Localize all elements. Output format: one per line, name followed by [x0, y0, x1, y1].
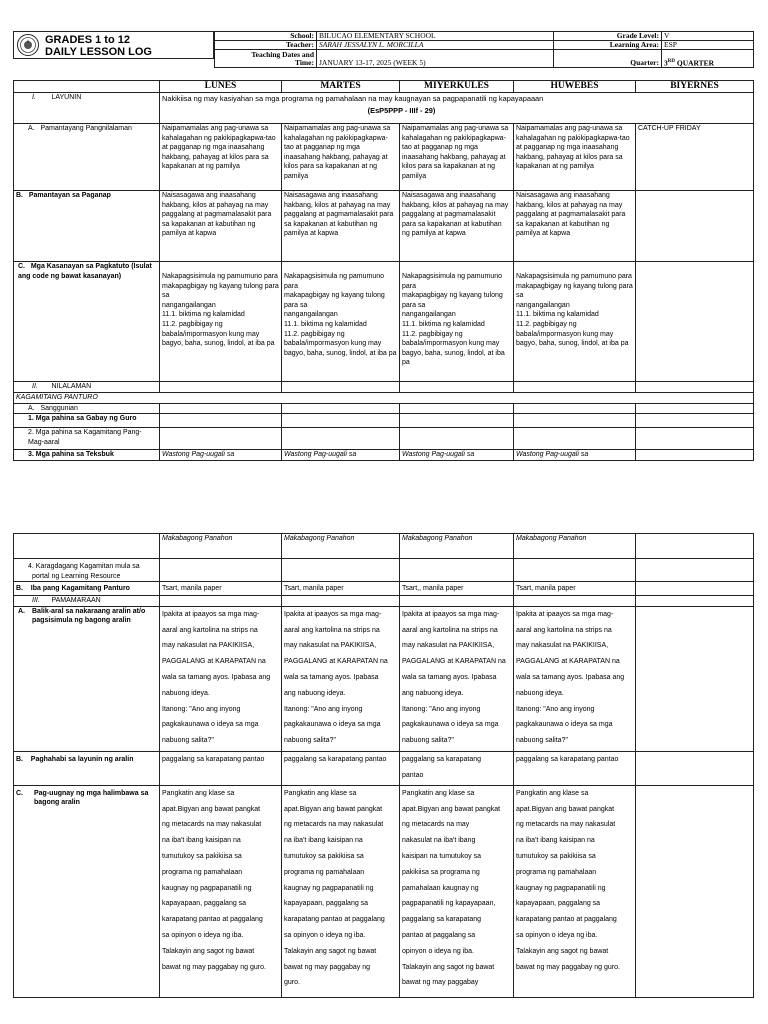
makabagong-miyerkules: Makabagong Panahon	[400, 534, 514, 559]
school-label: School:	[215, 32, 317, 41]
paganap-biyernes	[636, 191, 754, 262]
pag-uugnay-miyerkules: Pangkatin ang klase sa apat.Bigyan ang bawat pangkat ng metacards na may nakasulat na iba't ibang kaisipan na tumutukoy sa pakikiisa sa programa ng pamahalaan kaugnay ng pagpapanatili ng kapayapaan, paggalang sa karapatang pantao at paggalang sa opinyon o ideya ng iba. Talakayin ang sagot ng bawat bawat ng may paggabay	[400, 785, 514, 997]
makabagong-biyernes	[636, 534, 754, 559]
deped-seal-icon	[17, 34, 39, 56]
teacher-label: Teacher:	[215, 41, 317, 50]
grade-label: Grade Level:	[554, 32, 662, 41]
paghahabi-martes: paggalang sa karapatang pantao	[282, 751, 400, 785]
tsart-miyerkules: Tsart,, manila paper	[400, 582, 514, 596]
pam-biyernes	[636, 596, 754, 607]
area-value: ESP	[662, 41, 754, 50]
tsart-lunes: Tsart, manila paper	[160, 582, 282, 596]
header-info-table	[214, 31, 754, 68]
day-header-lunes: LUNES	[160, 81, 282, 93]
gabay-huwebes	[514, 414, 636, 428]
kasanayan-miyerkules: Nakapagsisimula ng pamumuno para makapagbigay ng kayang tulong para sa nangangailangan 11.1. biktima ng kalamidad 11.2. pagbibigay ng babala/impormasyon kung may bagyo, baha, sunog, lindol, at iba pa	[400, 262, 514, 382]
magaaral-lunes	[160, 428, 282, 450]
grade-value: V	[662, 32, 754, 41]
teksbuk-biyernes	[636, 450, 754, 461]
kasanayan-martes: Nakapagsisimula ng pamumuno para makapagbigay ng kayang tulong para sa nangangailangan 11.1. biktima ng kalamidad 11.2. pagbibigay ng babala/impormasyon kung may bagyo, baha, sunog, lindol, at iba pa	[282, 262, 400, 382]
magaaral-martes	[282, 428, 400, 450]
karagdagan-lunes	[160, 559, 282, 582]
gabay-biyernes	[636, 414, 754, 428]
sanggunian-huwebes	[514, 403, 636, 414]
dates-value: JANUARY 13-17, 2025 (WEEK 5)	[317, 50, 554, 68]
karagdagan-miyerkules	[400, 559, 514, 582]
pamantayang-pangnilalaman-label: A. Pamantayang Pangnilalaman	[14, 124, 160, 191]
karagdagang-kagamitan-label: 4. Karagdagang Kagamitan mula sa portal ng Learning Resource	[14, 559, 160, 582]
blank-corner	[14, 81, 160, 93]
day-header-biyernes: BIYERNES	[636, 81, 754, 93]
paganap-lunes: Naisasagawa ang inaasahang hakbang, kilos at pahayag na may paggalang at pagmamalasakit para sa kapakanan at kabutihan ng pamilya at kapwa	[160, 191, 282, 262]
kasanayan-huwebes: Nakapagsisimula ng pamumuno para makapagbigay ng kayang tulong para sa nangangailangan 11.1. biktima ng kalamidad 11.2. pagbibigay ng babala/impormasyon kung may bagyo, baha, sunog, lindol, at iba pa	[514, 262, 636, 382]
karagdagan-biyernes	[636, 559, 754, 582]
title-box	[13, 31, 214, 59]
paganap-miyerkules: Naisasagawa ang inaasahang hakbang, kilos at pahayag na may paggalang at pagmamalasakit para sa kapakanan at kabutihan ng pamilya at kapwa	[400, 191, 514, 262]
magaaral-huwebes	[514, 428, 636, 450]
teacher-value: SARAH JESSALYN L. MORCILLA	[317, 41, 554, 50]
title-line1: GRADES 1 to 12	[45, 34, 130, 46]
tsart-martes: Tsart, manila paper	[282, 582, 400, 596]
makabagong-martes: Makabagong Panahon	[282, 534, 400, 559]
teksbuk-miyerkules: Wastong Pag-uugali sa	[400, 450, 514, 461]
sanggunian-biyernes	[636, 403, 754, 414]
teksbuk-lunes: Wastong Pag-uugali sa	[160, 450, 282, 461]
gabay-guro-label: 1. Mga pahina sa Gabay ng Guro	[14, 414, 160, 428]
pangnilalaman-miyerkules: Naipamamalas ang pag-unawa sa kahalagahan ng pakikipagkapwa-tao at pagganap ng mga inaasahang hakbang, pahayag at kilos para sa kapakanan at ng pamilya	[400, 124, 514, 191]
nilalaman-huwebes	[514, 382, 636, 393]
balik-aral-lunes: Ipakita at ipaayos sa mga mag- aaral ang kartolina na strips na may nakasulat na PAKIKIISA, PAGGALANG at KARAPATAN na wala sa tamang ayos. Ipabasa ang nabuong ideya. Itanong: "Ano ang inyong pagkakaunawa o ideya sa mga nabuong salita?"	[160, 606, 282, 751]
nilalaman-miyerkules	[400, 382, 514, 393]
quarter-label: Quarter:	[554, 50, 662, 68]
day-header-martes: MARTES	[282, 81, 400, 93]
balik-aral-label: A. Balik-aral sa nakaraang aralin at/o pagsisimula ng bagong aralin	[14, 606, 160, 751]
pag-uugnay-label: C. Pag-uugnay ng mga halimbawa sa bagong aralin	[14, 785, 160, 997]
pam-huwebes	[514, 596, 636, 607]
nilalaman-lunes	[160, 382, 282, 393]
catch-up-friday: CATCH-UP FRIDAY	[636, 124, 754, 191]
sanggunian-lunes	[160, 403, 282, 414]
layunin-text: Nakikiisa ng may kasiyahan sa mga programa ng pamahalaan na may kaugnayan sa pagpapanatili ng kapayapaaan (EsP5PPP - IIIf - 29)	[160, 93, 754, 124]
area-label: Learning Area:	[554, 41, 662, 50]
makabagong-lunes: Makabagong Panahon	[160, 534, 282, 559]
kagamitang-mag-aaral-label: 2. Mga pahina sa Kagamitang Pang-Mag-aaral	[14, 428, 160, 450]
pag-uugnay-huwebes: Pangkatin ang klase sa apat.Bigyan ang bawat pangkat ng metacards na may nakasulat na iba't ibang kaisipan na tumutukoy sa pakikiisa sa programa ng pamahalaan kaugnay ng pagpapanatili ng kapayapaan, paggalang sa karapatang pantao at paggalang sa opinyon o ideya ng iba. Talakayin ang sagot ng bawat bawat ng may paggabay ng guro.	[514, 785, 636, 997]
sanggunian-martes	[282, 403, 400, 414]
magaaral-miyerkules	[400, 428, 514, 450]
balik-aral-miyerkules: Ipakita at ipaayos sa mga mag- aaral ang kartolina na strips na may nakasulat na PAKIKIISA, PAGGALANG at KARAPATAN na wala sa tamang ayos. Ipabasa ang nabuong ideya. Itanong: "Ano ang inyong pagkakaunawa o ideya sa mga nabuong salita?"	[400, 606, 514, 751]
teksbuk-huwebes: Wastong Pag-uugali sa	[514, 450, 636, 461]
nilalaman-martes	[282, 382, 400, 393]
paganap-huwebes: Naisasagawa ang inaasahang hakbang, kilos at pahayag na may paggalang at pagmamalasakit para sa kapakanan at kabutihan ng pamilya at kapwa	[514, 191, 636, 262]
pamantayan-paganap-label: B. Pamantayan sa Paganap	[14, 191, 160, 262]
dates-label: Teaching Dates and Time:	[215, 50, 317, 68]
iba-pang-kagamitan-label: B. Iba pang Kagamitang Panturo	[14, 582, 160, 596]
kagamitang-panturo-label: KAGAMITANG PANTURO	[14, 393, 754, 404]
karagdagan-huwebes	[514, 559, 636, 582]
pam-lunes	[160, 596, 282, 607]
p2-blank	[14, 534, 160, 559]
makabagong-huwebes: Makabagong Panahon	[514, 534, 636, 559]
balik-aral-huwebes: Ipakita at ipaayos sa mga mag- aaral ang kartolina na strips na may nakasulat na PAKIKIISA, PAGGALANG at KARAPATAN na wala sa tamang ayos. Ipabasa ang nabuong ideya. Itanong: "Ano ang inyong pagkakaunawa o ideya sa mga nabuong salita?"	[514, 606, 636, 751]
paghahabi-huwebes: paggalang sa karapatang pantao	[514, 751, 636, 785]
pag-uugnay-biyernes	[636, 785, 754, 997]
sanggunian-miyerkules	[400, 403, 514, 414]
gabay-lunes	[160, 414, 282, 428]
pam-martes	[282, 596, 400, 607]
paghahabi-miyerkules: paggalang sa karapatang pantao	[400, 751, 514, 785]
paghahabi-label: B. Paghahabi sa layunin ng aralin	[14, 751, 160, 785]
balik-aral-biyernes	[636, 606, 754, 751]
pamamaraan-label: III. PAMAMARAAN	[14, 596, 160, 607]
gabay-martes	[282, 414, 400, 428]
kasanayan-biyernes	[636, 262, 754, 382]
day-header-huwebes: HUWEBES	[514, 81, 636, 93]
lesson-log-table-2	[13, 533, 754, 998]
quarter-value: 3RD QUARTER	[662, 50, 754, 68]
day-header-miyerkules: MIYERKULES	[400, 81, 514, 93]
balik-aral-martes: Ipakita at ipaayos sa mga mag- aaral ang kartolina na strips na may nakasulat na PAKIKIISA, PAGGALANG at KARAPATAN na wala sa tamang ayos. Ipabasa ang nabuong ideya. Itanong: "Ano ang inyong pagkakaunawa o ideya sa mga nabuong salita?"	[282, 606, 400, 751]
karagdagan-martes	[282, 559, 400, 582]
title-line2: DAILY LESSON LOG	[45, 46, 152, 58]
sanggunian-label: A. Sanggunian	[14, 403, 160, 414]
magaaral-biyernes	[636, 428, 754, 450]
teksbuk-martes: Wastong Pag-uugali sa	[282, 450, 400, 461]
paghahabi-lunes: paggalang sa karapatang pantao	[160, 751, 282, 785]
tsart-huwebes: Tsart, manila paper	[514, 582, 636, 596]
pangnilalaman-huwebes: Naipamamalas ang pag-unawa sa kahalagahan ng pakikipagkapwa-tao at pagganap ng mga inaasahang hakbang, pahayag at kilos para sa kapakanan at ng pamilya	[514, 124, 636, 191]
nilalaman-biyernes	[636, 382, 754, 393]
nilalaman-label: II. NILALAMAN	[14, 382, 160, 393]
school-value: BILUCAO ELEMENTARY SCHOOL	[317, 32, 554, 41]
pam-miyerkules	[400, 596, 514, 607]
teksbuk-label: 3. Mga pahina sa Teksbuk	[14, 450, 160, 461]
pangnilalaman-martes: Naipamamalas ang pag-unawa sa kahalagahan ng pakikipagkapwa-tao at pagganap ng mga inaasahang hakbang, pahayag at kilos para sa kapakanan at ng pamilya	[282, 124, 400, 191]
pag-uugnay-lunes: Pangkatin ang klase sa apat.Bigyan ang bawat pangkat ng metacards na may nakasulat na iba't ibang kaisipan na tumutukoy sa pakikiisa sa programa ng pamahalaan kaugnay ng pagpapanatili ng kapayapaan, paggalang sa karapatang pantao at paggalang sa opinyon o ideya ng iba. Talakayin ang sagot ng bawat bawat ng may paggabay ng guro.	[160, 785, 282, 997]
lesson-log-table-1	[13, 80, 754, 461]
gabay-miyerkules	[400, 414, 514, 428]
kasanayan-label: C. Mga Kasanayan sa Pagkatuto (Isulat ang code ng bawat kasanayan)	[14, 262, 160, 382]
pangnilalaman-lunes: Naipamamalas ang pag-unawa sa kahalagahan ng pakikipagkapwa-tao at pagganap ng mga inaasahang hakbang, pahayag at kilos para sa kapakanan at ng pamilya	[160, 124, 282, 191]
paghahabi-biyernes	[636, 751, 754, 785]
tsart-biyernes	[636, 582, 754, 596]
kasanayan-lunes: Nakapagsisimula ng pamumuno para makapagbigay ng kayang tulong para sa nangangailangan 11.1. biktima ng kalamidad 11.2. pagbibigay ng babala/impormasyon kung may bagyo, baha, sunog, lindol, at iba pa	[160, 262, 282, 382]
layunin-label: I. LAYUNIN	[14, 93, 160, 124]
paganap-martes: Naisasagawa ang inaasahang hakbang, kilos at pahayag na may paggalang at pagmamalasakit para sa kapakanan at kabutihan ng pamilya at kapwa	[282, 191, 400, 262]
pag-uugnay-martes: Pangkatin ang klase sa apat.Bigyan ang bawat pangkat ng metacards na may nakasulat na iba't ibang kaisipan na tumutukoy sa pakikiisa sa programa ng pamahalaan kaugnay ng pagpapanatili ng kapayapaan, paggalang sa karapatang pantao at paggalang sa opinyon o ideya ng iba. Talakayin ang sagot ng bawat bawat ng may paggabay ng guro.	[282, 785, 400, 997]
